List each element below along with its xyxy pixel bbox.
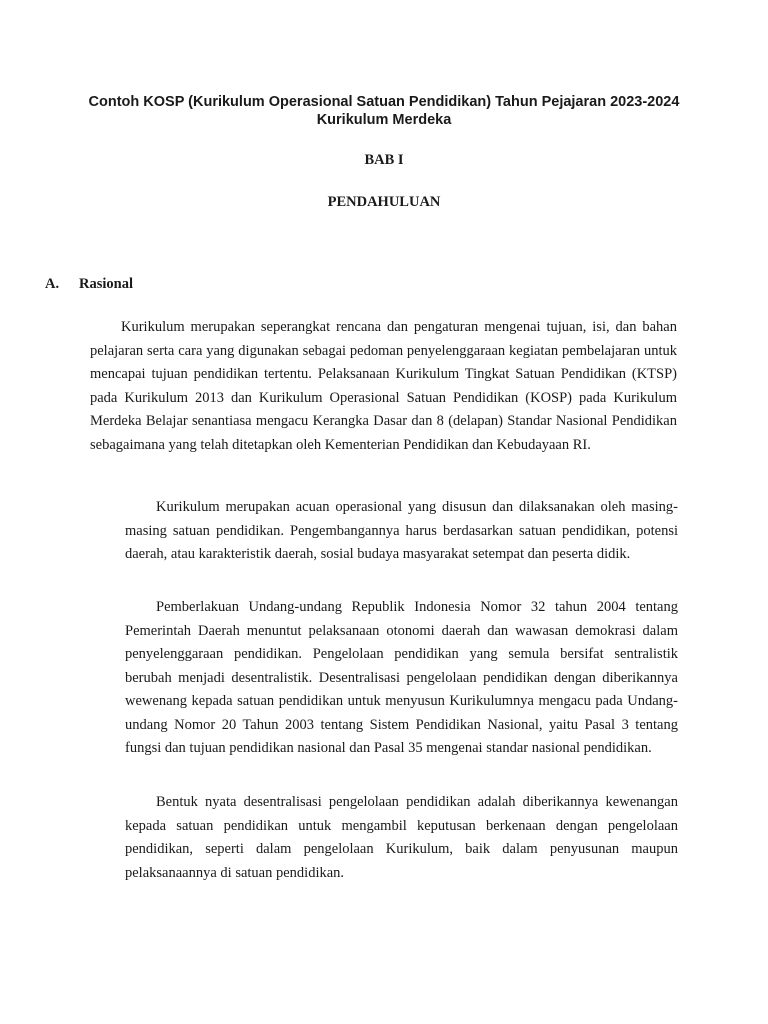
- chapter-number: BAB I: [364, 152, 404, 168]
- document-title: Contoh KOSP (Kurikulum Operasional Satuan Pendidikan) Tahun Pejajaran 2023-2024 Kurikulum Merdeka: [88, 94, 680, 128]
- section-heading: [45, 276, 133, 293]
- paragraph-3: Pemberlakuan Undang-undang Republik Indonesia Nomor 32 tahun 2004 tentang Pemerintah Daerah menuntut pelaksanaan otonomi daerah dan wawasan demokrasi dalam penyelenggaraan pendidikan. Pengelolaan pendidikan yang semula bersifat sentralistik berubah menjadi desentralistik. Desentralisasi pengelolaan pendidikan dengan diberikannya wewenang kepada satuan pendidikan untuk menyusun Kurikulumnya mengacu pada Undang-undang Nomor 20 Tahun 2003 tentang Sistem Pendidikan Nasional, yaitu Pasal 3 tentang fungsi dan tujuan pendidikan nasional dan Pasal 35 mengenai standar nasional pendidikan.: [125, 599, 678, 756]
- paragraph-2: Kurikulum merupakan acuan operasional yang disusun dan dilaksanakan oleh masing-masing satuan pendidikan. Pengembangannya harus berdasarkan satuan pendidikan, potensi daerah, atau karakteristik daerah, sosial budaya masyarakat setempat dan peserta didik.: [125, 499, 678, 562]
- section-title: Rasional: [79, 276, 133, 292]
- section-letter: A.: [45, 276, 60, 292]
- chapter-title: PENDAHULUAN: [327, 194, 441, 210]
- paragraph-1: Kurikulum merupakan seperangkat rencana dan pengaturan mengenai tujuan, isi, dan bahan pelajaran serta cara yang digunakan sebagai pedoman penyelenggaraan kegiatan pembelajaran untuk mencapai tujuan pendidikan tertentu. Pelaksanaan Kurikulum Tingkat Satuan Pendidikan (KTSP) pada Kurikulum 2013 dan Kurikulum Operasional Satuan Pendidikan (KOSP) pada Kurikulum Merdeka Belajar senantiasa mengacu Kerangka Dasar dan 8 (delapan) Standar Nasional Pendidikan sebagaimana yang telah ditetapkan oleh Kementerian Pendidikan dan Kebudayaan RI.: [90, 319, 677, 453]
- paragraph-4: Bentuk nyata desentralisasi pengelolaan pendidikan adalah diberikannya kewenangan kepada satuan pendidikan untuk mengambil keputusan berkenaan dengan pengelolaan pendidikan, seperti dalam pengelolaan Kurikulum, baik dalam penyusunan maupun pelaksanaannya di satuan pendidikan.: [125, 794, 678, 881]
